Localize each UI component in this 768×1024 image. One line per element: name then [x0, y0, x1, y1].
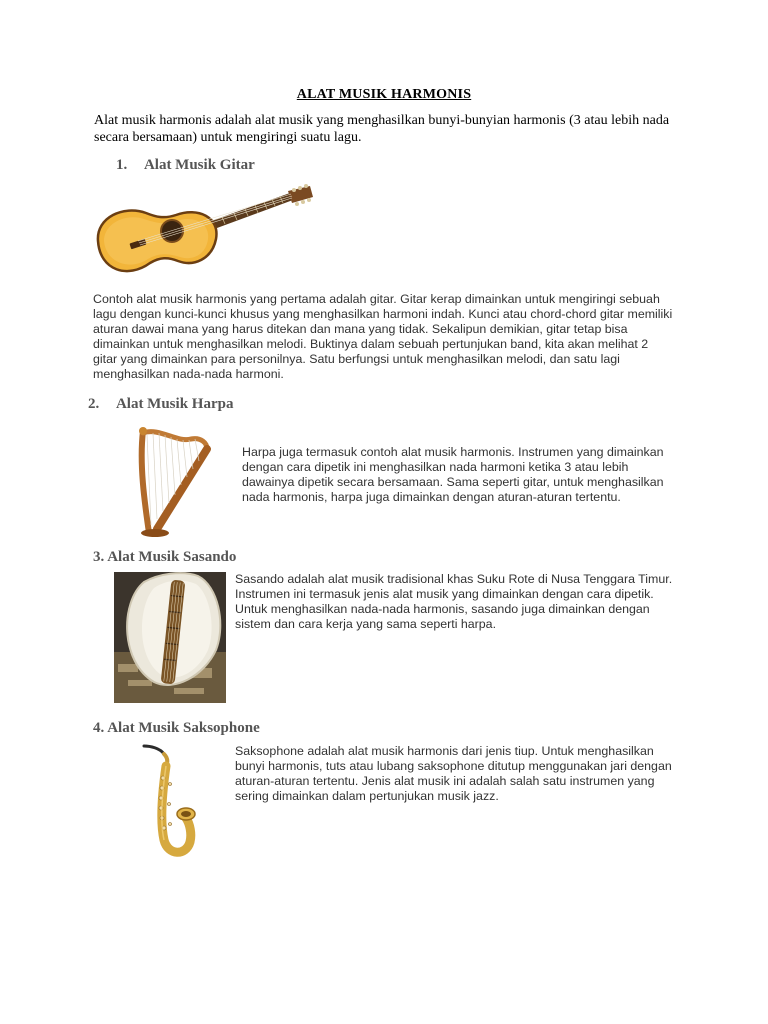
section-heading-sasando	[93, 549, 236, 566]
section-title: Alat Musik Saksophone	[107, 720, 260, 736]
harp-image	[115, 425, 225, 540]
section-number: 2.	[88, 396, 100, 412]
sasando-image	[114, 572, 226, 703]
guitar-image	[94, 183, 314, 283]
saxophone-image	[130, 744, 200, 864]
section-title: Alat Musik Gitar	[143, 157, 255, 173]
section-title: Alat Musik Sasando	[107, 549, 237, 565]
section-number: 1.	[116, 157, 128, 173]
document-title: ALAT MUSIK HARMONIS	[296, 87, 472, 102]
section-heading-harpa	[88, 396, 233, 413]
section-heading-gitar	[116, 157, 255, 174]
section-text-sasando: Sasando adalah alat musik tradisional khas Suku Rote di Nusa Tenggara Timur. Instrumen ini termasuk jenis alat musik yang dimainkan dengan cara dipetik. Untuk menghasilkan nada-nada harmonis, sasando juga dimainkan dengan sistem dan cara kerja yang sama seperti harpa.	[235, 572, 673, 631]
section-text-gitar: Contoh alat musik harmonis yang pertama adalah gitar. Gitar kerap dimainkan untuk mengiringi sebuah lagu dengan kunci-kunci khusus yang menghasilkan harmoni indah. Kunci atau chord-chord gitar memiliki aturan dawai mana yang harus ditekan dan mana yang tidak. Sekalipun demikian, gitar tetap bisa dimainkan untuk menghasilkan melodi. Buktinya dalam sebuah pertunjukan band, kita akan melihat 2 gitar yang dimainkan para personilnya. Satu berfungsi untuk menghasilkan melodi, dan satu lagi menghasilkan nada-nada harmoni.	[93, 292, 673, 381]
section-number: 4.	[93, 720, 105, 736]
section-text-saksophone: Saksophone adalah alat musik harmonis dari jenis tiup. Untuk menghasilkan bunyi harmonis, tuts atau lubang saksophone ditutup menggunakan jari dengan aturan-aturan tertentu. Jenis alat musik ini adalah salah satu instrumen yang sering dimainkan dalam pertunjukan musik jazz.	[235, 744, 672, 803]
section-title: Alat Musik Harpa	[115, 396, 234, 412]
intro-paragraph: Alat musik harmonis adalah alat musik yang menghasilkan bunyi-bunyian harmonis (3 atau lebih nada secara bersamaan) untuk mengiringi suatu lagu.	[94, 113, 670, 145]
section-number: 3.	[93, 549, 105, 565]
section-text-harpa: Harpa juga termasuk contoh alat musik harmonis. Instrumen yang dimainkan dengan cara dipetik ini menghasilkan nada harmoni ketika 3 atau lebih dawainya dipetik secara bersamaan. Sama seperti gitar, untuk menghasilkan nada harmonis, harpa juga dimainkan dengan aturan-aturan tertentu.	[242, 445, 664, 504]
section-heading-saksophone	[93, 720, 260, 737]
